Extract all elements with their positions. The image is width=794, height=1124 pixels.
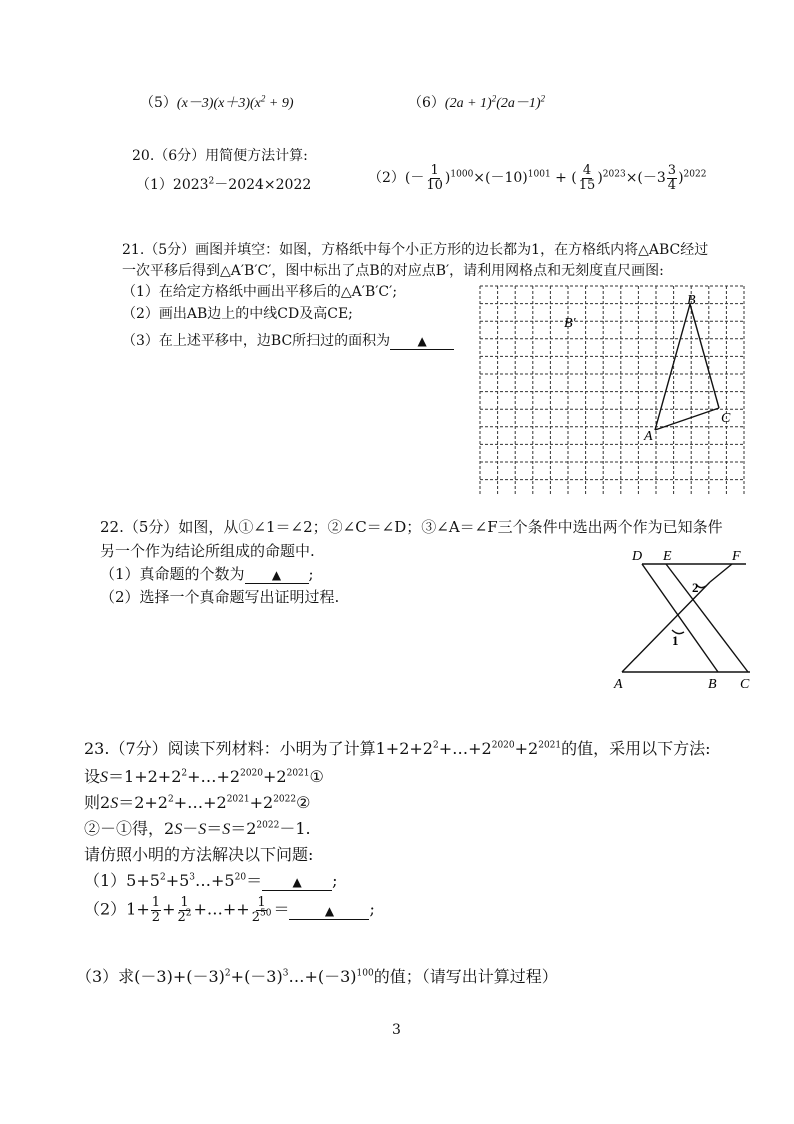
q23-line2: 则$2S=2+2^2+\dots+2^{2021}+2^{2022}②$	[84, 793, 311, 812]
answer-mark: ▲	[292, 875, 302, 889]
q23-item1-blank	[262, 871, 332, 891]
label-a: A	[614, 677, 623, 692]
label-b: B	[687, 293, 696, 308]
q23-item1-end: ;	[332, 871, 338, 890]
q22-item1-text: （1）真命题的个数为	[100, 565, 245, 583]
q22-lines	[622, 564, 750, 672]
label-b-prime: B′	[564, 316, 576, 331]
answer-mark: ▲	[417, 334, 427, 348]
triangle-abc	[655, 304, 719, 430]
q23-item2-blank	[289, 900, 369, 920]
label-b: B	[708, 677, 717, 692]
q21-item3-text: （3）在上述平移中，边BC所扫过的面积为	[122, 333, 391, 349]
q22-item1	[100, 563, 314, 584]
label-a: A	[644, 429, 653, 444]
page-number: 3	[392, 1022, 401, 1038]
q23-line1: 设$S=1+2+2^2+\dots+2^{2020}+2^{2021}①$	[84, 767, 324, 786]
line-to-f	[710, 564, 732, 582]
label-angle-2: 2	[692, 580, 699, 595]
q22-header-line2: 另一个作为结论所组成的命题中.	[100, 542, 315, 560]
q21-header-line2: 一次平移后得到△A′B′C′，图中标出了点B的对应点B′，请利用网格点和无刻度直尺画图:	[122, 263, 664, 279]
q21-grid-figure	[478, 284, 748, 496]
answer-mark: ▲	[324, 903, 335, 918]
line-a-up	[622, 582, 710, 672]
label-f: F	[732, 549, 741, 564]
label-c: C	[721, 411, 731, 426]
q23-item1: $(1)5+5^2+5^3\dots+5^{20}=$ ▲ ;	[84, 871, 338, 890]
q23-item3: （3）求$(-3)+(-3)^2+(-3)^3\dots+(-3)^{100}$的值；（请写出计算过程）	[76, 967, 558, 986]
q23-line4: 请仿照小明的方法解决以下问题:	[84, 845, 314, 864]
q23-item2-end: ;	[369, 899, 375, 919]
q21-header: 21.（5分）画图并填空：如图，方格纸中每个小正方形的边长都为1，在方格纸内将△ABC经过	[122, 242, 709, 258]
q19-item6: $(6)(2a + 1)^2(2a-1)^2$	[408, 93, 546, 111]
grid-lines	[480, 286, 744, 496]
q20-item2: （2）(－ $\frac{1}{10}$ )$^{1000}\times(-10)^{1001}$ + ( $\frac{4}{15}$ )$^{2023}$×(－3 $\frac{3}{4}$ )$^{2022}$	[368, 163, 707, 193]
q19-item5: $(5)(x-3)(x+3)(x^2 + 9)$	[140, 93, 294, 111]
q20-header: 20.（6分）用简便方法计算:	[132, 148, 308, 164]
q21-answer-blank	[390, 333, 454, 350]
label-angle-1: 1	[672, 633, 679, 648]
q23-item2: （2）1+ $\frac{1}{2}$ + $\frac{1}{2^2}$ +…++ $\frac{1}{2^{50}}$ ＝ ▲ ;	[84, 895, 375, 925]
label-d: D	[632, 549, 643, 564]
q23-header: 23.（7分）阅读下列材料：小明为了计算$1+2+2^2+\dots+2^{2020}+2^{2021}$的值，采用以下方法:	[84, 739, 711, 758]
q22-header: 22.（5分）如图，从①∠1＝∠2；②∠C＝∠D；③∠A＝∠F三个条件中选出两个作为已知条件	[100, 518, 723, 536]
q22-answer-blank	[245, 565, 309, 584]
q21-item3	[122, 330, 454, 350]
q22-item1-end: ;	[308, 565, 314, 583]
q21-item2: （2）画出AB边上的中线CD及高CE;	[122, 306, 353, 322]
segment-ab	[655, 304, 690, 430]
q22-item2: （2）选择一个真命题写出证明过程.	[100, 588, 340, 606]
answer-mark: ▲	[271, 568, 282, 582]
label-c: C	[740, 677, 750, 692]
q21-item1: （1）在给定方格纸中画出平移后的△A′B′C′;	[122, 284, 398, 300]
q22-figure	[612, 548, 794, 692]
label-e: E	[663, 549, 672, 564]
segment-bc	[690, 304, 719, 408]
q20-item1: $(1)2023^2-2024\times 2022$	[136, 176, 312, 193]
q23-line3: ②－①得，$2S-S=S=2^{2022}-1$.	[84, 819, 311, 838]
